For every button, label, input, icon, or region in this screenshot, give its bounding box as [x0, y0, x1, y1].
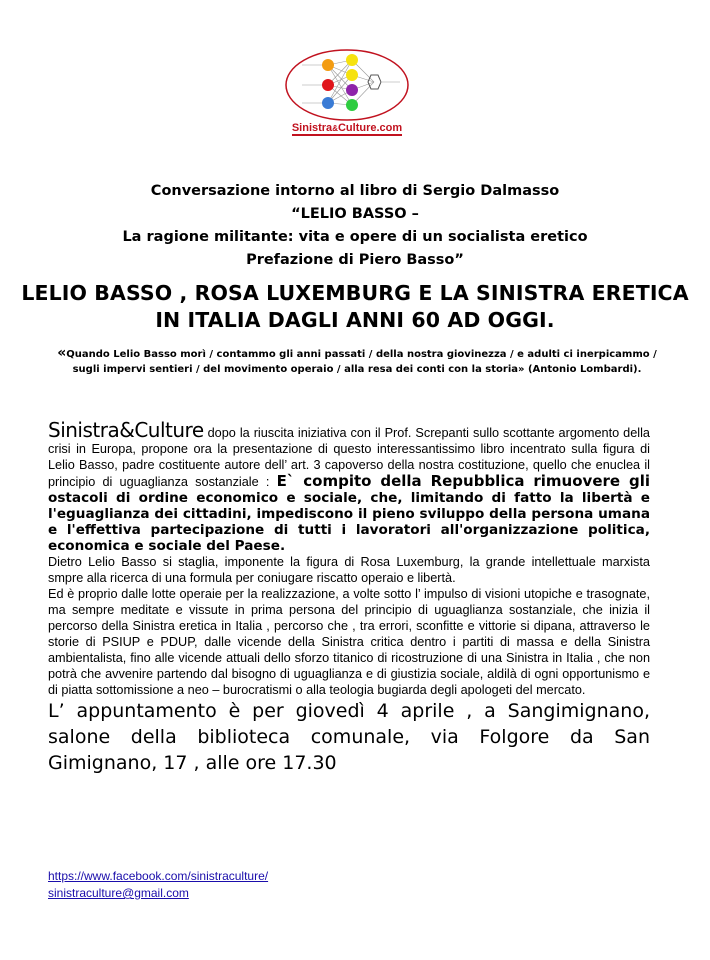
subtitle-line: La ragione militante: vita e opere di un socialista eretico: [122, 229, 588, 245]
article-body: [48, 418, 650, 776]
quote-text: Quando Lelio Basso morì / contammo gli anni passati / della nostra giovinezza / e adulti ci inerpicammo / sugli impervi sentieri / del movimento operaio / alla resa dei conti con la storia» (Antonio Lombardi).: [66, 349, 657, 375]
contact-links: [48, 868, 268, 902]
email-link[interactable]: sinistraculture@gmail.com: [48, 886, 189, 900]
page-title: [20, 280, 690, 334]
title-line: IN ITALIA DAGLI ANNI 60 AD OGGI.: [155, 308, 555, 332]
subtitle-block: [20, 180, 690, 272]
logo: [282, 48, 412, 140]
subtitle-line: “LELIO BASSO –: [291, 206, 419, 222]
title-line: LELIO BASSO , ROSA LUXEMBURG E LA SINISTRA ERETICA: [21, 281, 689, 305]
logo-text: Sinistra&Culture.com: [291, 122, 403, 134]
constitution-quote: ostacoli di ordine economico e sociale, che, limitando di fatto la libertà e l'eguaglianza dei cittadini, impediscono il pieno sviluppo della persona umana e l'effettiva partecipazione di tutti i lavoratori all'organizzazione politica, economica e sociale del Paese.: [48, 490, 650, 554]
neural-network-icon: [282, 48, 412, 128]
intro-paragraph: [48, 418, 650, 554]
facebook-link[interactable]: https://www.facebook.com/sinistraculture/: [48, 869, 269, 883]
paragraph-luxemburg: Dietro Lelio Basso si staglia, imponente la figura di Rosa Luxemburg, la grande intellettuale marxista smpre alla ricerca di una formula per coniugare riscatto operaio e libertà.: [48, 555, 650, 585]
intro-text: dopo la riuscita iniziativa con il Prof. Screpanti sullo scottante argomento della crisi in Europa, propone ora la presentazione di questo interessantissimo libro incentrato sulla figura di Lelio Basso, padre costituente autore dell’ art. 3 capoverso della nostra costituzione, quello che enuclea il principio di uguaglianza sostanziale :: [48, 426, 650, 489]
quote-open: «: [57, 345, 67, 361]
brand-name: Sinistra&Culture: [48, 418, 204, 442]
constitution-quote-start: E` compito della Repubblica rimuovere gli: [276, 472, 650, 490]
paragraph-sinistra-eretica: Ed è proprio dalle lotte operaie per la realizzazione, a volte sotto l’ impulso di visioni utopiche e trasognate, ma sempre meditate e vissute in prima persona del principio di uguaglianza sostanziale, che inizia il percorso della Sinistra eretica in Italia , percorso che , tra errori, sconfitte e vittorie si dipana, attraverso le storie di PSIUP e PDUP, dalle vicende della Sinistra critica dentro i partiti di massa e della Sinistra ambientalista, fino alle vicende attuali dello sforzo titanico di ricostruzione di una Sinistra in Italia , che non potrà che avvenire partendo dal bisogno di uguaglianza e di giustizia sociale, aldilà di ogni opportunismo e di piatta sottomissione a neo – burocratismi o alla teologia bugiarda degli apologeti del mercato.: [48, 587, 650, 697]
event-announcement: L’ appuntamento è per giovedì 4 aprile , a Sangimignano, salone della biblioteca comunale, via Folgore da San Gimignano, 17 , alle ore 17.30: [48, 700, 650, 774]
subtitle-line: Conversazione intorno al libro di Sergio Dalmasso: [150, 183, 560, 199]
epigraph-quote: [48, 346, 666, 377]
subtitle-line: Prefazione di Piero Basso”: [246, 252, 464, 268]
